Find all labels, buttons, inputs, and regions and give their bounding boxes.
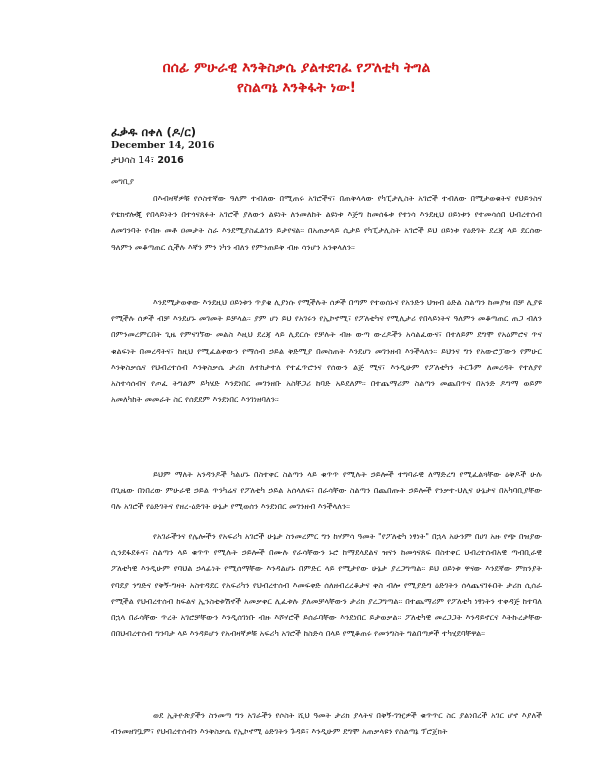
paragraph: ይህም ማለት አንዳንዶች ካልሆኑ በስተቀር ስልጣን ላይ ቁጥጥ የሚሉት ኃይሎች ተግባራዊ ለማድረግ የሚፈልጓቸው ዕቅዶች ሁሉ በጊዜው በነበረው ምሁራዊ ኃይል ጥንካሬና የፖለቲካ ኃይል አሰላለፍ፣ በራሳቸው ስልጣን በጨበጡት ኃይሎች የንቃተ-ህሊና ሁኔታና በአካባቢያቸው ባሉ አገሮች የዕድገትና የዘረ-ዕድገት ሁኔታ የሚወሰን እንደነበር መገንዘብ እንችላለን።: [111, 469, 542, 512]
document-subtitle: የስልጣኔ እንቅፋት ነው!: [236, 80, 357, 96]
date-amharic-prefix: ታህሳስ 14፣: [111, 155, 158, 166]
document-title: በሰፊ ምሁራዊ እንቅስቃሴ ያልተደገፈ የፖለቲካ ትግል: [162, 60, 431, 76]
paragraph: እንደሚታወቀው እንደዚህ ዐይነቱን ጥያቄ ሊያነሱ የሚችሉት ሰዎች በጣም የተወሰኑና የአንድን ህዝብ ዕድል ስልጣን ከመያዝ በቻ ሊያዩ የሚችሉ ሰዎች ብቻ እንደሆኑ መገመት ይቻላል። ያም ሆነ ይህ የአገሩን የኢኮኖሚ፣ የፖለቲካና የሚሊታሪ የበላይነትና ዓለምን መቆጣጠር ጠጋ ብለን በምንመረምርበት ጊዜ የምናገኘው መልስ እዚህ ደረጃ ላይ ሊደርሱ የቻሉት ብዙ ውጣ ውረዶችን አሳልፈውና፣ በተለይም ደግሞ የአዕምሮና ጥና ቁልፍነት በመረዳትና፣ ከዚህ የሚፈልቀውን የማሰብ ኃይል ቅድሚያ በመስጠት እንደሆነ መገንዘብ እንችላለን። ይህንና ግን የአውሮፓውን የምሁር እንቅስቃሴና የህብረተሰብ እንቅስቃሴ ታሪክ ለተከታተለ የተፈጥሮንና የሰውን ልጅ ሚና፣ እንዲሁም የፖለቲካን ትርጉም ለመረዳት የተለያየ አስተሳሰብና የጦፈ ትግልም ይካሄድ እንደነበር መገንዘቡ አስቸጋሪ ከባድ አይደለም። በተጨማሪም ስልጣን መጨበጥና በአንድ ዶግማ ወይም አመለካከት መመራት ስር የሰደደም እንደነበር እንገነዘባለን።: [111, 297, 542, 405]
paragraph: ወደ ኢትዮጵያችን ስንመጣ ግን አገራችን የሶስት ሺህ ዓመት ታሪክ ያላትና በቅኝ-ገዢዎች ቁጥጥር ስር ያልነበረች አገር ሆኖ እያለች ብንመዘገቧም፣ የህብረተሰብን እንቅስቃሴ የኢኮኖሚ ዕድገትን ጉዳይ፣ እንዲሁም ደግሞ አጠቃላዩን የስልጣኔ ፕሮጀክት: [111, 710, 542, 737]
author-name: ፈቃዱ በቀለ (ዶ/ር): [111, 125, 196, 139]
date-amharic-year: 2016: [157, 155, 184, 166]
paragraph: የአገራችንና የሌሎችን የአፍሪካ አገሮች ሁኔታ ስንመረምር ግን ከሃምሳ ዓመት "የፖለቲካ ነፃነት" በኋላ አሁንም በሀገ አዙ የጭ በዝያው ሲንደፋደፉና፣ ስልጣን ላይ ቁጥጥ የሚሉት ኃይሎች በሙሉ የራሳቸውን ኑሮ ከማደላደልና ዝናን ከመጎናጸፍ በስተቀር ህብረተሰብአዊ ጣብቢራዊ ፖለቲካዊ እንዲሁም የባህል ኃላፊነት የሚሰማቸው እንዳልሆኑ በምድር ላይ የሚታየው ሁኔታ ያረጋግጣል። ይህ ዐይነቱ ዋናው እንደኛው ምክንያት የባደያ ንግድና የቅኝ-ግዛት አስተዳደር የአፍሪካን የህብረተሰብ እመፍቀድ ሰለዘብረረቆታና ቀስ ብሎ የሚያድግ ዕድገትን ሰላጨናገፉበት ታሪክ ሲሰራ የሚችል የህብረተሰብ ከፍልና ኢንስቲቱሽኖች አመቃቀር ሊፈቱሉ ያለመቻላቸውን ታሪክ ያረጋግጣል። በተጨማሪም የፖለቲካ ነፃነትን ተቀዳጅ ከተባለ በኋላ በራሳቸው ጥረት አገሮቻቸውን እንዲሰገነቡ ብዙ እሾሃሮች ይሰራባቸው እንደነበር ይታወቃል። ፖለቲካዊ መረጋጋት እንዳይኖርና እትኩረታቸው በበህብረተሰብ ግንባታ ላይ እንዳይሆን የአብዛኛዎቹ አፍሪካ አገሮች ከስድሳ በላይ የሚቆጠሩ የመንግስት ግልበጣዎች ተካሂደባቸዋል።: [111, 531, 542, 639]
section-heading: መግቢያ: [111, 177, 134, 186]
date-english: December 14, 2016: [111, 140, 215, 151]
paragraph: በእብዛኛዎቹ የሶስተኛው ዓለም ተብለው በሚጠሩ አገሮችና፣ በጠቅላላው የካፒታሊስት አገሮች ተብለው በሚታወቁትና የህይንስና የቴክኖሎጂ የበላይነትን በተጎናጸፉት አገሮች ያለውን ልዩነት ለንመለከት ልዩነቱ እጅግ ከመሰፋቱ የተነሳ እንደዚህ ዐይነቱን የተመሳሰበ ህብረተሰብ ለመገንባት የብዙ መቶ ዐመታት ስራ እንደሚያስፈልገን ይታየናል። በአጠቃላይ ሲታይ የካፒታሊስት አገሮች ይህ ዐይነቱ የዕድገት ደረጃ ላይ ደርሰው ዓለምን መቆጣጠር ሲችሉ እኛን ምን ነካን ብለን የምንጠይቅ ብዙ ሳንሆን አንቀላለን።: [111, 193, 542, 252]
date-amharic: [111, 155, 184, 166]
